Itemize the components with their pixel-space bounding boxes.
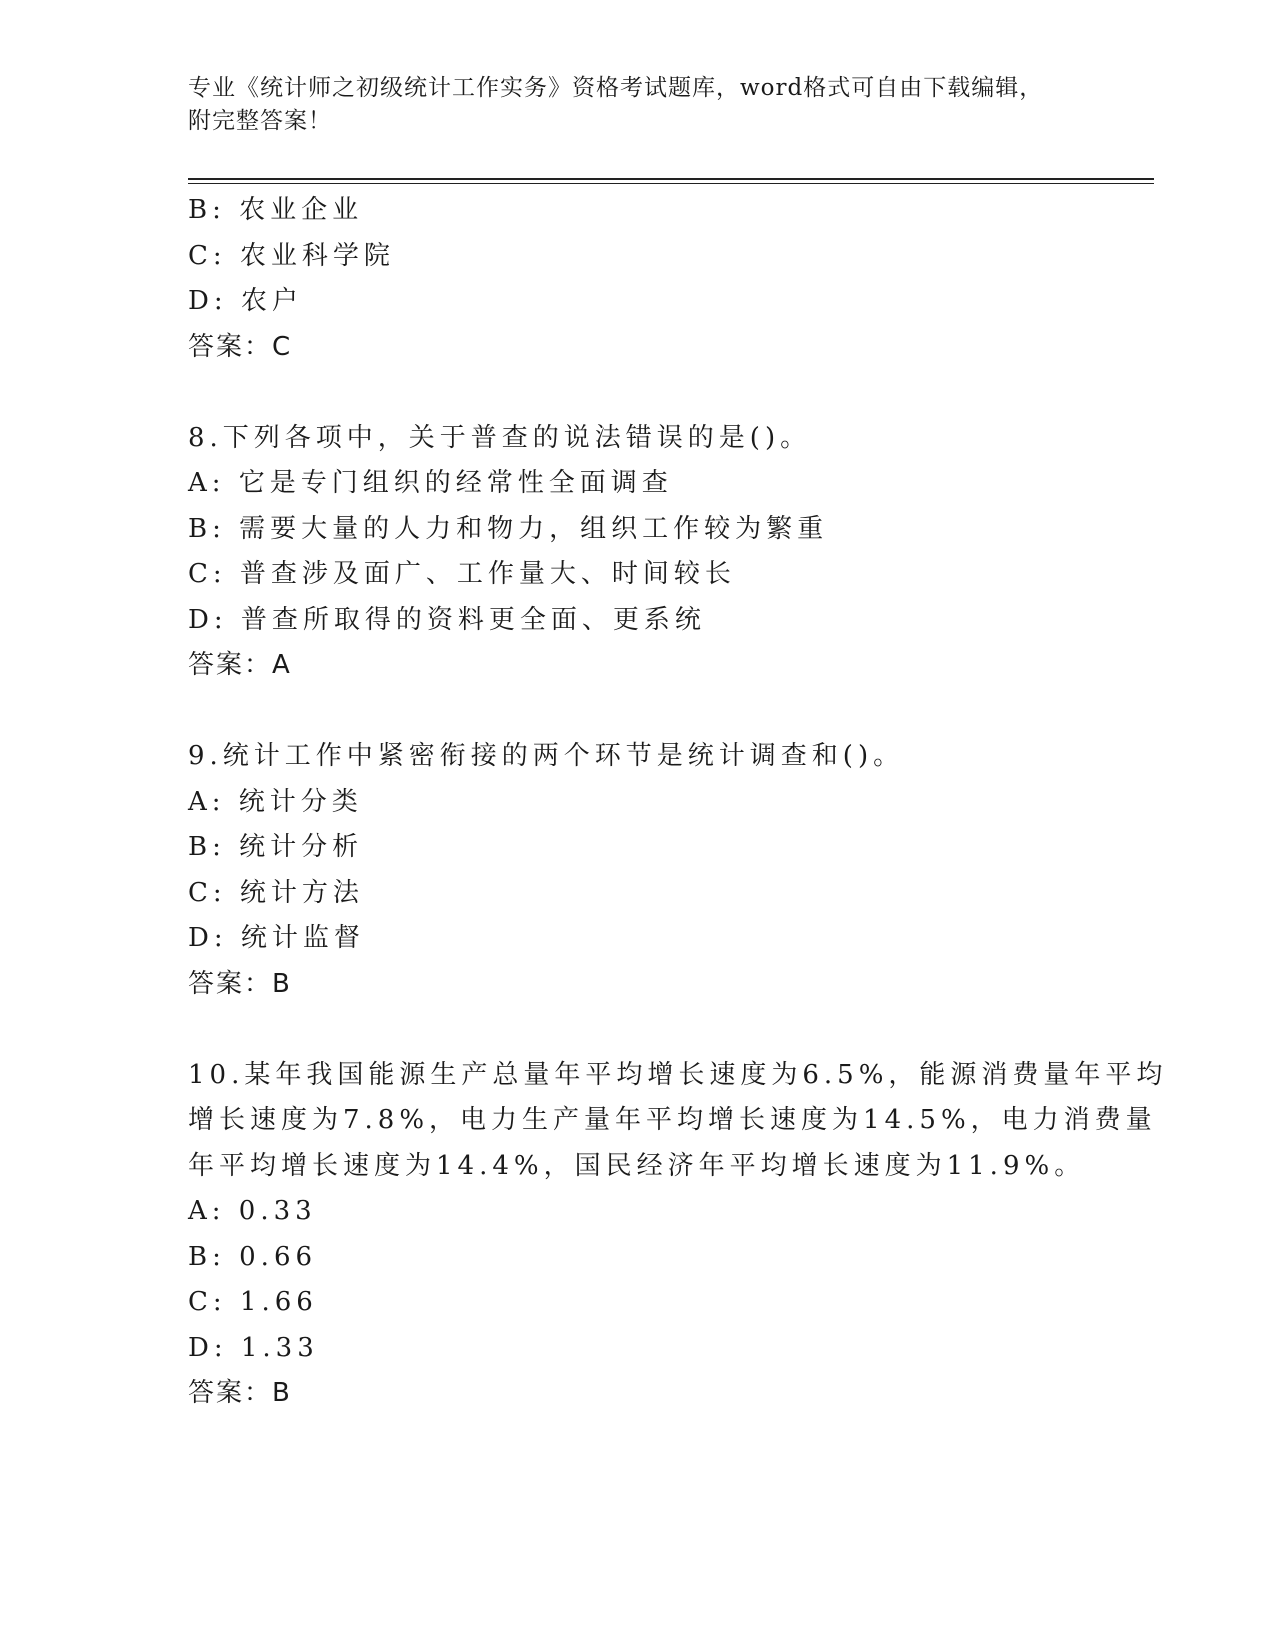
header-divider-thick [188,178,1154,180]
spacer [188,370,1088,416]
question-9 [188,734,1088,1007]
option-b: B: 0.66 [188,1241,318,1272]
question-stem: 9.统计工作中紧密衔接的两个环节是统计调查和()。 [188,741,905,771]
option-d: D: 农户 [188,286,303,316]
option-d: D: 1.33 [188,1332,319,1363]
option-a: A: 统计分类 [188,786,363,817]
header-divider-thin [188,183,1154,184]
option-a: A: 它是专门组织的经常性全面调查 [188,468,673,498]
header-line-1: 专业《统计师之初级统计工作实务》资格考试题库，word格式可自由下载编辑， [188,75,1044,101]
option-c: C: 普查涉及面广、工作量大、时间较长 [188,559,736,589]
question-stem-line-1: 10.某年我国能源生产总量年平均增长速度为6.5%，能源消费量年平均 [188,1059,1168,1090]
option-b: B: 统计分析 [188,832,364,862]
option-c: C: 统计方法 [188,877,364,908]
option-d: D: 统计监督 [188,923,365,953]
option-a: A: 0.33 [188,1196,317,1226]
option-d: D: 普查所取得的资料更全面、更系统 [188,604,706,635]
question-stem: 8.下列各项中，关于普查的说法错误的是()。 [188,422,812,453]
answer-line: 答案：A [188,650,292,680]
question-stem-line-3: 年平均增长速度为14.4%，国民经济年平均增长速度为11.9%。 [188,1150,1086,1181]
header-line-2: 附完整答案！ [188,108,332,134]
option-c: C: 农业科学院 [188,240,395,271]
question-7-tail [188,188,1088,370]
answer-line: 答案：B [188,1378,292,1408]
spacer [188,689,1088,735]
question-list [188,188,1168,1417]
document-header [188,72,1068,138]
option-c: C: 1.66 [188,1287,318,1317]
spacer [188,1007,1088,1053]
question-10 [188,1053,1168,1417]
answer-line: 答案：C [188,331,293,362]
option-b: B: 需要大量的人力和物力，组织工作较为繁重 [188,513,829,544]
question-8 [188,416,1088,689]
question-stem-line-2: 增长速度为7.8%，电力生产量年平均增长速度为14.5%，电力消费量 [188,1105,1157,1135]
option-b: B: 农业企业 [188,195,364,225]
answer-line: 答案：B [188,968,292,999]
